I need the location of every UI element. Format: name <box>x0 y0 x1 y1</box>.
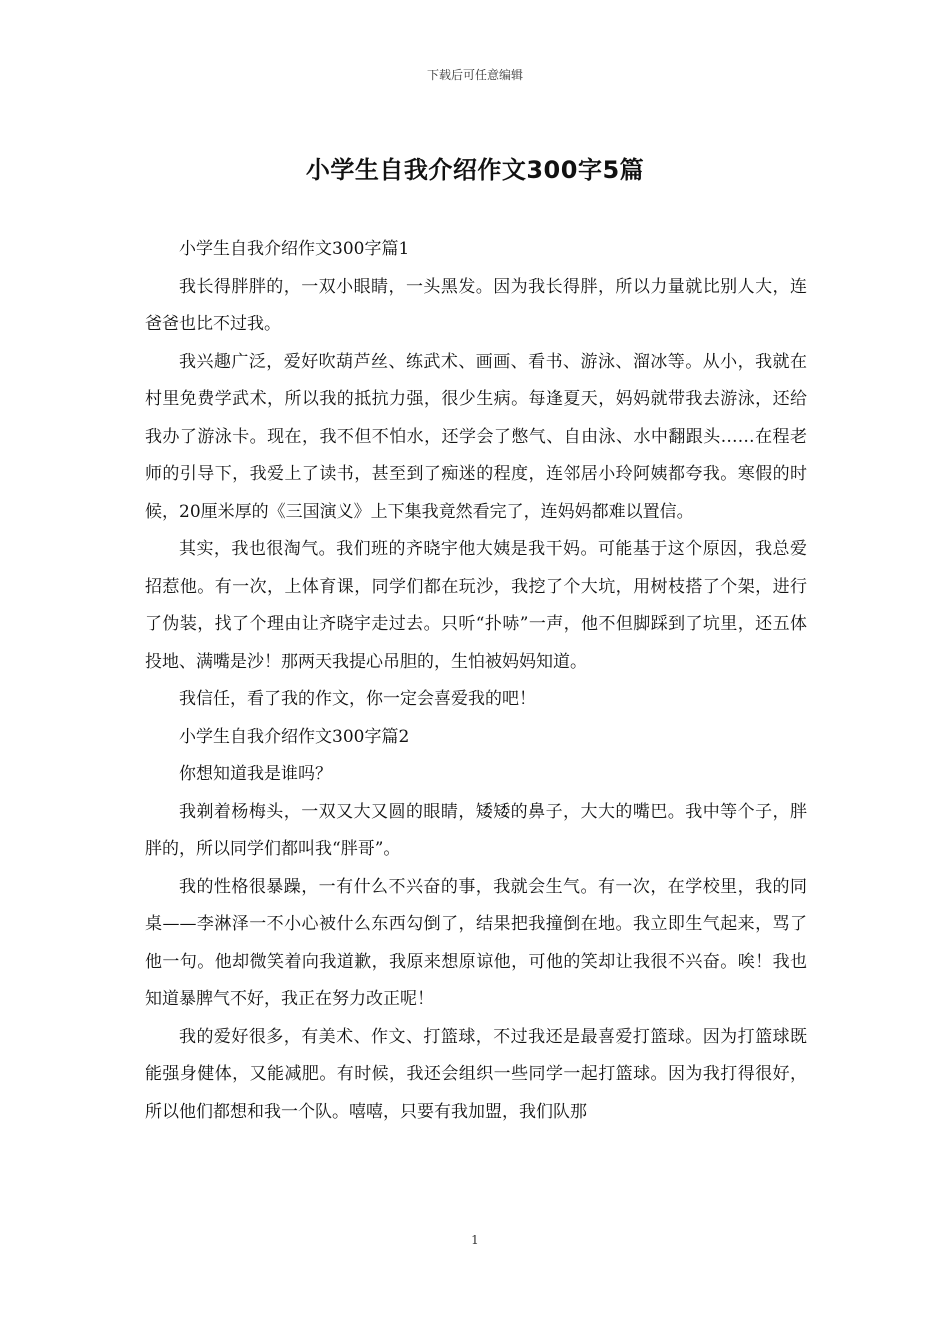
paragraph: 其实，我也很淘气。我们班的齐晓宇他大姨是我干妈。可能基于这个原因，我总爱招惹他。有一次，上体育课，同学们都在玩沙，我挖了个大坑，用树枝搭了个架，进行了伪装，找了个理由让齐晓宇走过去。只听“扑哧”一声，他不但脚踩到了坑里，还五体投地、满嘴是沙！那两天我提心吊胆的，生怕被妈妈知道。 <box>145 539 807 672</box>
paragraph: 我长得胖胖的，一双小眼睛，一头黑发。因为我长得胖，所以力量就比别人大，连爸爸也比不过我。 <box>145 276 807 334</box>
paragraph: 我兴趣广泛，爱好吹葫芦丝、练武术、画画、看书、游泳、溜冰等。从小，我就在村里免费学武术，所以我的抵抗力强，很少生病。每逢夏天，妈妈就带我去游泳，还给我办了游泳卡。现在，我不但不怕水，还学会了憋气、自由泳、水中翻跟头……在程老师的引导下，我爱上了读书，甚至到了痴迷的程度，连邻居小玲阿姨都夸我。寒假的时候，20厘米厚的《三国演义》上下集我竟然看完了，连妈妈都难以置信。 <box>145 351 807 522</box>
paragraph: 你想知道我是谁吗？ <box>179 764 332 784</box>
section-heading-1: 小学生自我介绍作文300字篇1 <box>179 239 410 259</box>
paragraph: 我信任，看了我的作文，你一定会喜爱我的吧！ <box>179 689 536 709</box>
paragraph: 我的性格很暴躁，一有什么不兴奋的事，我就会生气。有一次，在学校里，我的同桌——李淋泽一不小心被什么东西勾倒了，结果把我撞倒在地。我立即生气起来，骂了他一句。他却微笑着向我道歉，我原来想原谅他，可他的笑却让我很不兴奋。唉！我也知道暴脾气不好，我正在努力改正呢！ <box>145 876 807 1009</box>
page-number: 1 <box>471 1233 479 1247</box>
paragraph: 我的爱好很多，有美术、作文、打篮球，不过我还是最喜爱打篮球。因为打篮球既能强身健体，又能减肥。有时候，我还会组织一些同学一起打篮球。因为我打得很好，所以他们都想和我一个队。嘻嘻，只要有我加盟，我们队那 <box>145 1026 807 1122</box>
paragraph: 我剃着杨梅头，一双又大又圆的眼睛，矮矮的鼻子，大大的嘴巴。我中等个子，胖胖的，所以同学们都叫我“胖哥”。 <box>145 801 807 859</box>
page-header-note: 下载后可任意编辑 <box>426 68 523 82</box>
document-body <box>145 231 807 1131</box>
document-title: 小学生自我介绍作文300字5篇 <box>305 156 645 184</box>
section-heading-2: 小学生自我介绍作文300字篇2 <box>179 726 410 747</box>
